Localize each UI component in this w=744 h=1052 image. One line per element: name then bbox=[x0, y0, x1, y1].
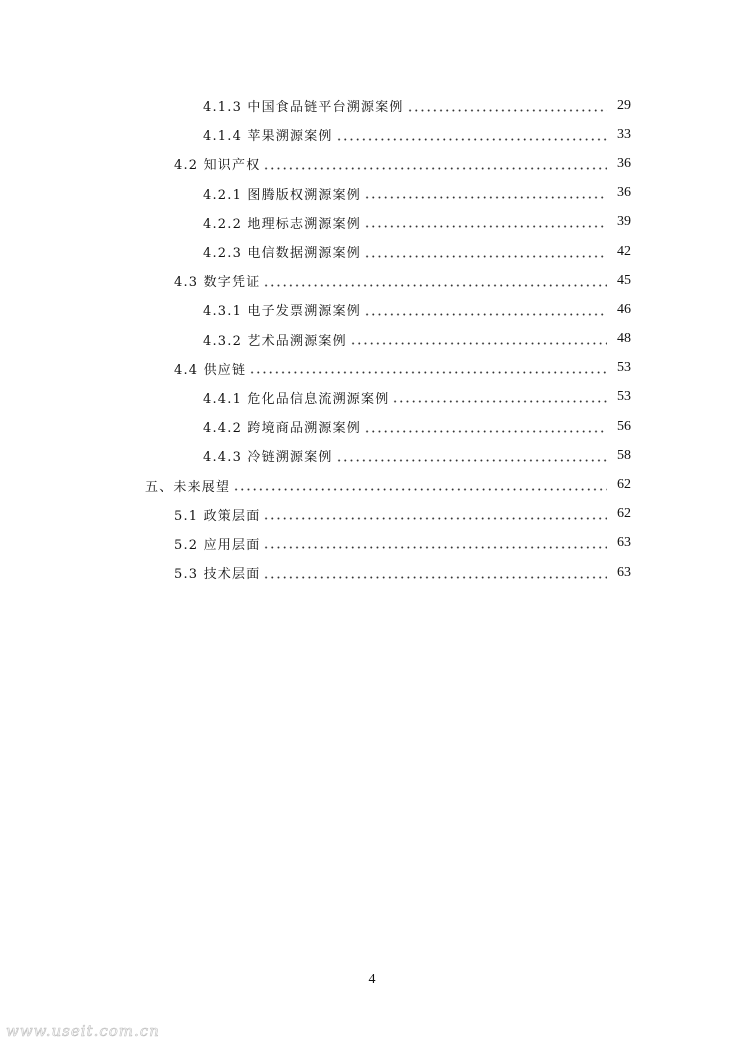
toc-dot-leader bbox=[364, 313, 607, 316]
toc-dot-leader bbox=[364, 196, 607, 199]
toc-dot-leader bbox=[263, 284, 607, 287]
toc-dot-leader bbox=[364, 225, 607, 228]
toc-entry-page: 56 bbox=[617, 418, 631, 434]
toc-entry-page: 53 bbox=[617, 389, 631, 405]
toc-entry[interactable] bbox=[0, 179, 744, 208]
toc-entry[interactable] bbox=[0, 91, 744, 120]
toc-entry[interactable] bbox=[0, 354, 744, 383]
toc-entry-title: 5.1 政策层面 bbox=[174, 508, 261, 524]
toc-dot-leader bbox=[263, 167, 607, 170]
toc-entry-title: 5.3 技术层面 bbox=[174, 567, 261, 583]
toc-dot-leader bbox=[249, 371, 607, 374]
toc-dot-leader bbox=[336, 459, 607, 462]
toc-dot-leader bbox=[233, 488, 607, 491]
toc-entry[interactable] bbox=[0, 558, 744, 587]
toc-entry-page: 39 bbox=[617, 214, 631, 230]
toc-entry-title: 4.4 供应链 bbox=[174, 362, 247, 378]
toc-entry-title: 4.2 知识产权 bbox=[174, 158, 261, 174]
toc-entry[interactable] bbox=[0, 470, 744, 499]
toc-entry-title: 4.4.3 冷链溯源案例 bbox=[203, 450, 333, 466]
toc-dot-leader bbox=[263, 517, 607, 520]
toc-entry-page: 63 bbox=[617, 535, 631, 551]
watermark: www.useit.com.cn bbox=[6, 1022, 160, 1040]
toc-entry-title: 4.4.1 危化品信息流溯源案例 bbox=[203, 391, 390, 407]
toc-entry-page: 36 bbox=[617, 155, 631, 171]
toc-entry-title: 4.2.3 电信数据溯源案例 bbox=[203, 246, 362, 262]
toc-dot-leader bbox=[364, 430, 607, 433]
toc-entry-title: 5.2 应用层面 bbox=[174, 537, 261, 553]
toc-entry-title: 4.3 数字凭证 bbox=[174, 275, 261, 291]
toc-dot-leader bbox=[407, 109, 607, 112]
table-of-contents bbox=[0, 91, 744, 587]
toc-entry-page: 29 bbox=[617, 97, 631, 113]
toc-entry[interactable] bbox=[0, 412, 744, 441]
toc-dot-leader bbox=[263, 546, 607, 549]
toc-entry-page: 53 bbox=[617, 360, 631, 376]
toc-entry-page: 48 bbox=[617, 331, 631, 347]
toc-dot-leader bbox=[263, 576, 607, 579]
toc-entry[interactable] bbox=[0, 529, 744, 558]
toc-entry-page: 36 bbox=[617, 185, 631, 201]
toc-entry[interactable] bbox=[0, 237, 744, 266]
toc-dot-leader bbox=[336, 138, 607, 141]
toc-entry-title: 4.4.2 跨境商品溯源案例 bbox=[203, 421, 362, 437]
toc-entry[interactable] bbox=[0, 120, 744, 149]
toc-entry-page: 58 bbox=[617, 447, 631, 463]
toc-entry-page: 62 bbox=[617, 477, 631, 493]
toc-entry-title: 4.1.4 苹果溯源案例 bbox=[203, 129, 333, 145]
toc-dot-leader bbox=[350, 342, 607, 345]
toc-entry-title: 4.2.1 图腾版权溯源案例 bbox=[203, 187, 362, 203]
toc-entry-title: 4.1.3 中国食品链平台溯源案例 bbox=[203, 100, 404, 116]
toc-entry-page: 33 bbox=[617, 126, 631, 142]
toc-entry[interactable] bbox=[0, 266, 744, 295]
toc-dot-leader bbox=[392, 400, 607, 403]
toc-entry-title: 4.3.2 艺术品溯源案例 bbox=[203, 333, 347, 349]
toc-entry-page: 63 bbox=[617, 564, 631, 580]
toc-entry-page: 45 bbox=[617, 272, 631, 288]
toc-entry[interactable] bbox=[0, 441, 744, 470]
toc-entry[interactable] bbox=[0, 383, 744, 412]
toc-entry-title: 五、未来展望 bbox=[145, 479, 231, 495]
toc-entry[interactable] bbox=[0, 500, 744, 529]
toc-entry-title: 4.2.2 地理标志溯源案例 bbox=[203, 216, 362, 232]
toc-entry[interactable] bbox=[0, 208, 744, 237]
toc-entry-title: 4.3.1 电子发票溯源案例 bbox=[203, 304, 362, 320]
page-number: 4 bbox=[368, 972, 376, 987]
toc-entry[interactable] bbox=[0, 295, 744, 324]
toc-entry-page: 42 bbox=[617, 243, 631, 259]
toc-entry[interactable] bbox=[0, 149, 744, 178]
toc-entry-page: 62 bbox=[617, 506, 631, 522]
toc-entry[interactable] bbox=[0, 325, 744, 354]
toc-dot-leader bbox=[364, 255, 607, 258]
toc-entry-page: 46 bbox=[617, 301, 631, 317]
